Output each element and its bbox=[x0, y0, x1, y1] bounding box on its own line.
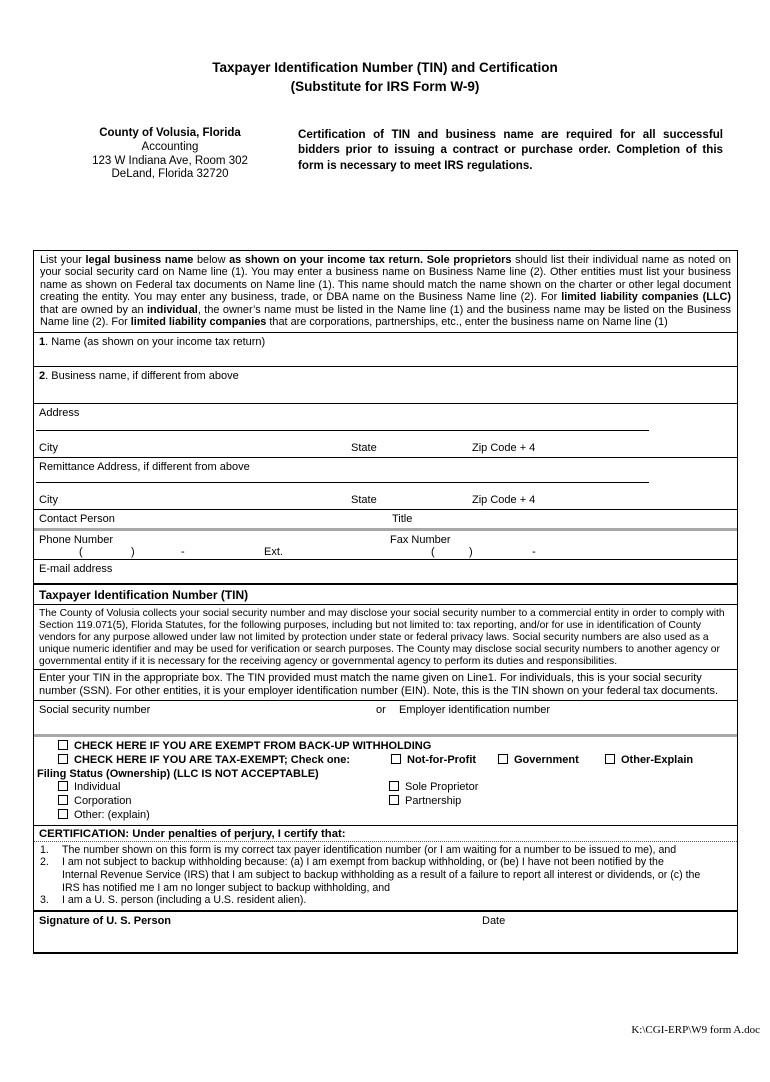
individual-checkbox[interactable] bbox=[58, 781, 68, 791]
header-block bbox=[0, 127, 770, 182]
sole-proprietor-checkbox[interactable] bbox=[389, 781, 399, 791]
other-label: Other: (explain) bbox=[74, 809, 150, 821]
title-label: Title bbox=[392, 513, 413, 526]
corporation-checkbox[interactable] bbox=[58, 795, 68, 805]
filing-status-line-2 bbox=[34, 795, 737, 809]
phone-paren-close: ) bbox=[131, 546, 135, 559]
email-row[interactable] bbox=[34, 560, 737, 585]
certification-item-number: 3. bbox=[40, 894, 49, 907]
address-city-state-zip bbox=[34, 442, 737, 455]
signature-label: Signature of U. S. Person bbox=[39, 914, 172, 927]
remittance-address-row[interactable] bbox=[34, 458, 737, 510]
agency-name: County of Volusia, Florida bbox=[99, 127, 241, 139]
zip-label: Zip Code + 4 bbox=[472, 494, 536, 507]
tin-disclosure-paragraph: The County of Volusia collects your social security number and may disclose your social security number to a commercial entity in order to comply with Section 119.071(5), Florida Statutes, for the following purposes, including but not limited to: tax reporting, and/or for use in identification of County vendors for any purpose allowed under law not limited by protection under state or federal privacy laws. Social security numbers are also used as a unique numeric identifier and may be used for verification or search purposes. The County may disclose social security numbers to another agency or governmental entity if it is necessary for the receiving agency or governmental agency to perform its duties and responsibilities. bbox=[34, 605, 737, 670]
city-label: City bbox=[39, 442, 58, 455]
fax-paren-close: ) bbox=[469, 546, 473, 559]
state-label: State bbox=[351, 442, 377, 455]
intro-paragraph: List your legal business name below as shown on your income tax return. Sole proprietors should list their individual name as noted on your social security card on Name line (1). You may enter a business name on Business Name line (2). Other entities must list your business name as shown on Federal tax documents on Name line (1). This name should match the name shown on the charter or other legal document creating the entity. You may enter any business, trade, or DBA name on the Business Name line (2). For limited liability companies (LLC) that are owned by an individual, the owner’s name must be listed in the Name line (1) and the business name may be listed on the Business Name line (2). For limited liability companies that are corporations, partnerships, etc., enter the business name on Name line (1) bbox=[34, 251, 737, 333]
other-explain-option bbox=[605, 754, 693, 766]
exemptions-filing-status-section bbox=[34, 737, 737, 826]
zip-label: Zip Code + 4 bbox=[472, 442, 536, 455]
remittance-address-label: Remittance Address, if different from above bbox=[39, 461, 250, 474]
phone-fax-row[interactable] bbox=[34, 531, 737, 560]
address-write-line[interactable] bbox=[36, 430, 649, 431]
w9-form-table bbox=[33, 250, 738, 954]
fax-paren-open: ( bbox=[431, 546, 435, 559]
tax-exempt-checkbox[interactable] bbox=[58, 754, 68, 764]
phone-paren-open: ( bbox=[79, 546, 83, 559]
government-option bbox=[498, 754, 579, 766]
sole-proprietor-label: Sole Proprietor bbox=[405, 781, 479, 794]
filing-status-heading: Filing Status (Ownership) (LLC IS NOT ACCEPTABLE) bbox=[37, 767, 319, 780]
form-title: Taxpayer Identification Number (TIN) and Certification bbox=[212, 60, 558, 75]
or-label: or bbox=[376, 704, 386, 717]
certification-notice: Certification of TIN and business name are required for all successful bidders prior to issuing a contract or purchase order. Completion of this form is necessary to meet IRS regulations. bbox=[298, 128, 723, 172]
tax-exempt-line bbox=[34, 754, 737, 768]
sole-proprietor-option bbox=[389, 781, 478, 793]
city-label: City bbox=[39, 494, 58, 507]
business-name-label: 2. Business name, if different from above bbox=[39, 370, 239, 383]
certification-item-3: 3. I am a U. S. person (including a U.S. resident alien). bbox=[34, 894, 737, 907]
page-title bbox=[0, 58, 770, 96]
business-name-row[interactable] bbox=[34, 367, 737, 404]
government-checkbox[interactable] bbox=[498, 754, 508, 764]
partnership-checkbox[interactable] bbox=[389, 795, 399, 805]
other-explain-checkbox[interactable] bbox=[605, 754, 615, 764]
agency-address-line2: DeLand, Florida 32720 bbox=[111, 168, 229, 181]
date-label: Date bbox=[482, 914, 506, 927]
partnership-option bbox=[389, 795, 461, 807]
not-for-profit-label: Not-for-Profit bbox=[407, 753, 477, 766]
signature-row[interactable] bbox=[34, 912, 737, 952]
name-row[interactable] bbox=[34, 333, 737, 367]
certification-item-1: 1. The number shown on this form is my correct tax payer identification number (or I am waiting for a number to be issued to me), and bbox=[34, 844, 737, 857]
certification-item-2: 2. I am not subject to backup withholding because: (a) I am exempt from backup withholding, or (be) I have not been notified by the Internal Revenue Service (IRS) that I am subject to backup withholding as a result of a failure to report all interest or dividends, or (c) the IRS has notified me I am no longer subject to backup withholding, and bbox=[34, 856, 737, 894]
certification-header-row bbox=[34, 826, 737, 842]
individual-label: Individual bbox=[74, 781, 121, 794]
certification-item-number: 1. bbox=[40, 843, 49, 856]
form-subtitle: (Substitute for IRS Form W-9) bbox=[290, 79, 480, 94]
remittance-city-state-zip bbox=[34, 494, 737, 507]
not-for-profit-checkbox[interactable] bbox=[391, 754, 401, 764]
agency-block bbox=[50, 127, 290, 182]
tin-instructions-paragraph: Enter your TIN in the appropriate box. The TIN provided must match the name given on Line1. For individuals, this is your social security number (SSN). For other entities, it is your employer identification number (EIN). Note, this is the TIN shown on your federal tax documents. bbox=[34, 670, 737, 701]
email-label: E-mail address bbox=[39, 563, 113, 576]
ein-label: Employer identification number bbox=[399, 704, 551, 717]
backup-withholding-checkbox[interactable] bbox=[58, 740, 68, 750]
agency-dept: Accounting bbox=[141, 140, 199, 153]
contact-person-label: Contact Person bbox=[39, 513, 115, 526]
phone-ext-label: Ext. bbox=[264, 546, 283, 559]
phone-dash: - bbox=[181, 546, 185, 559]
agency-address-line1: 123 W Indiana Ave, Room 302 bbox=[92, 154, 248, 167]
file-path: K:\CGI-ERP\W9 form A.doc bbox=[631, 1024, 760, 1036]
other-checkbox[interactable] bbox=[58, 809, 68, 819]
filing-status-line-3 bbox=[34, 809, 737, 823]
tax-exempt-label: CHECK HERE IF YOU ARE TAX-EXEMPT; Check one: bbox=[74, 753, 351, 766]
tin-section-header-row bbox=[34, 585, 737, 605]
backup-withholding-line bbox=[34, 740, 737, 754]
certification-list bbox=[34, 842, 737, 912]
certification-item-number: 2. bbox=[40, 856, 49, 869]
corporation-label: Corporation bbox=[74, 795, 132, 808]
fax-number-label: Fax Number bbox=[390, 534, 451, 547]
phone-number-label: Phone Number bbox=[39, 534, 113, 547]
address-label: Address bbox=[39, 407, 80, 420]
contact-person-row[interactable] bbox=[34, 510, 737, 531]
remittance-write-line[interactable] bbox=[36, 482, 649, 483]
name-label: 1. Name (as shown on your income tax return) bbox=[39, 336, 266, 349]
fax-dash: - bbox=[532, 546, 536, 559]
ssn-label: Social security number bbox=[39, 704, 151, 717]
government-label: Government bbox=[514, 753, 579, 766]
filing-status-line-1 bbox=[34, 781, 737, 795]
not-for-profit-option bbox=[391, 754, 476, 766]
filing-status-heading-line bbox=[34, 768, 737, 782]
partnership-label: Partnership bbox=[405, 795, 462, 808]
certification-heading: CERTIFICATION: Under penalties of perjury, I certify that: bbox=[39, 827, 346, 840]
backup-withholding-label: CHECK HERE IF YOU ARE EXEMPT FROM BACK-UP WITHHOLDING bbox=[74, 740, 432, 753]
address-row[interactable] bbox=[34, 404, 737, 458]
other-explain-label: Other-Explain bbox=[621, 753, 694, 766]
state-label: State bbox=[351, 494, 377, 507]
ssn-ein-row[interactable] bbox=[34, 701, 737, 737]
tin-section-header: Taxpayer Identification Number (TIN) bbox=[39, 588, 249, 603]
